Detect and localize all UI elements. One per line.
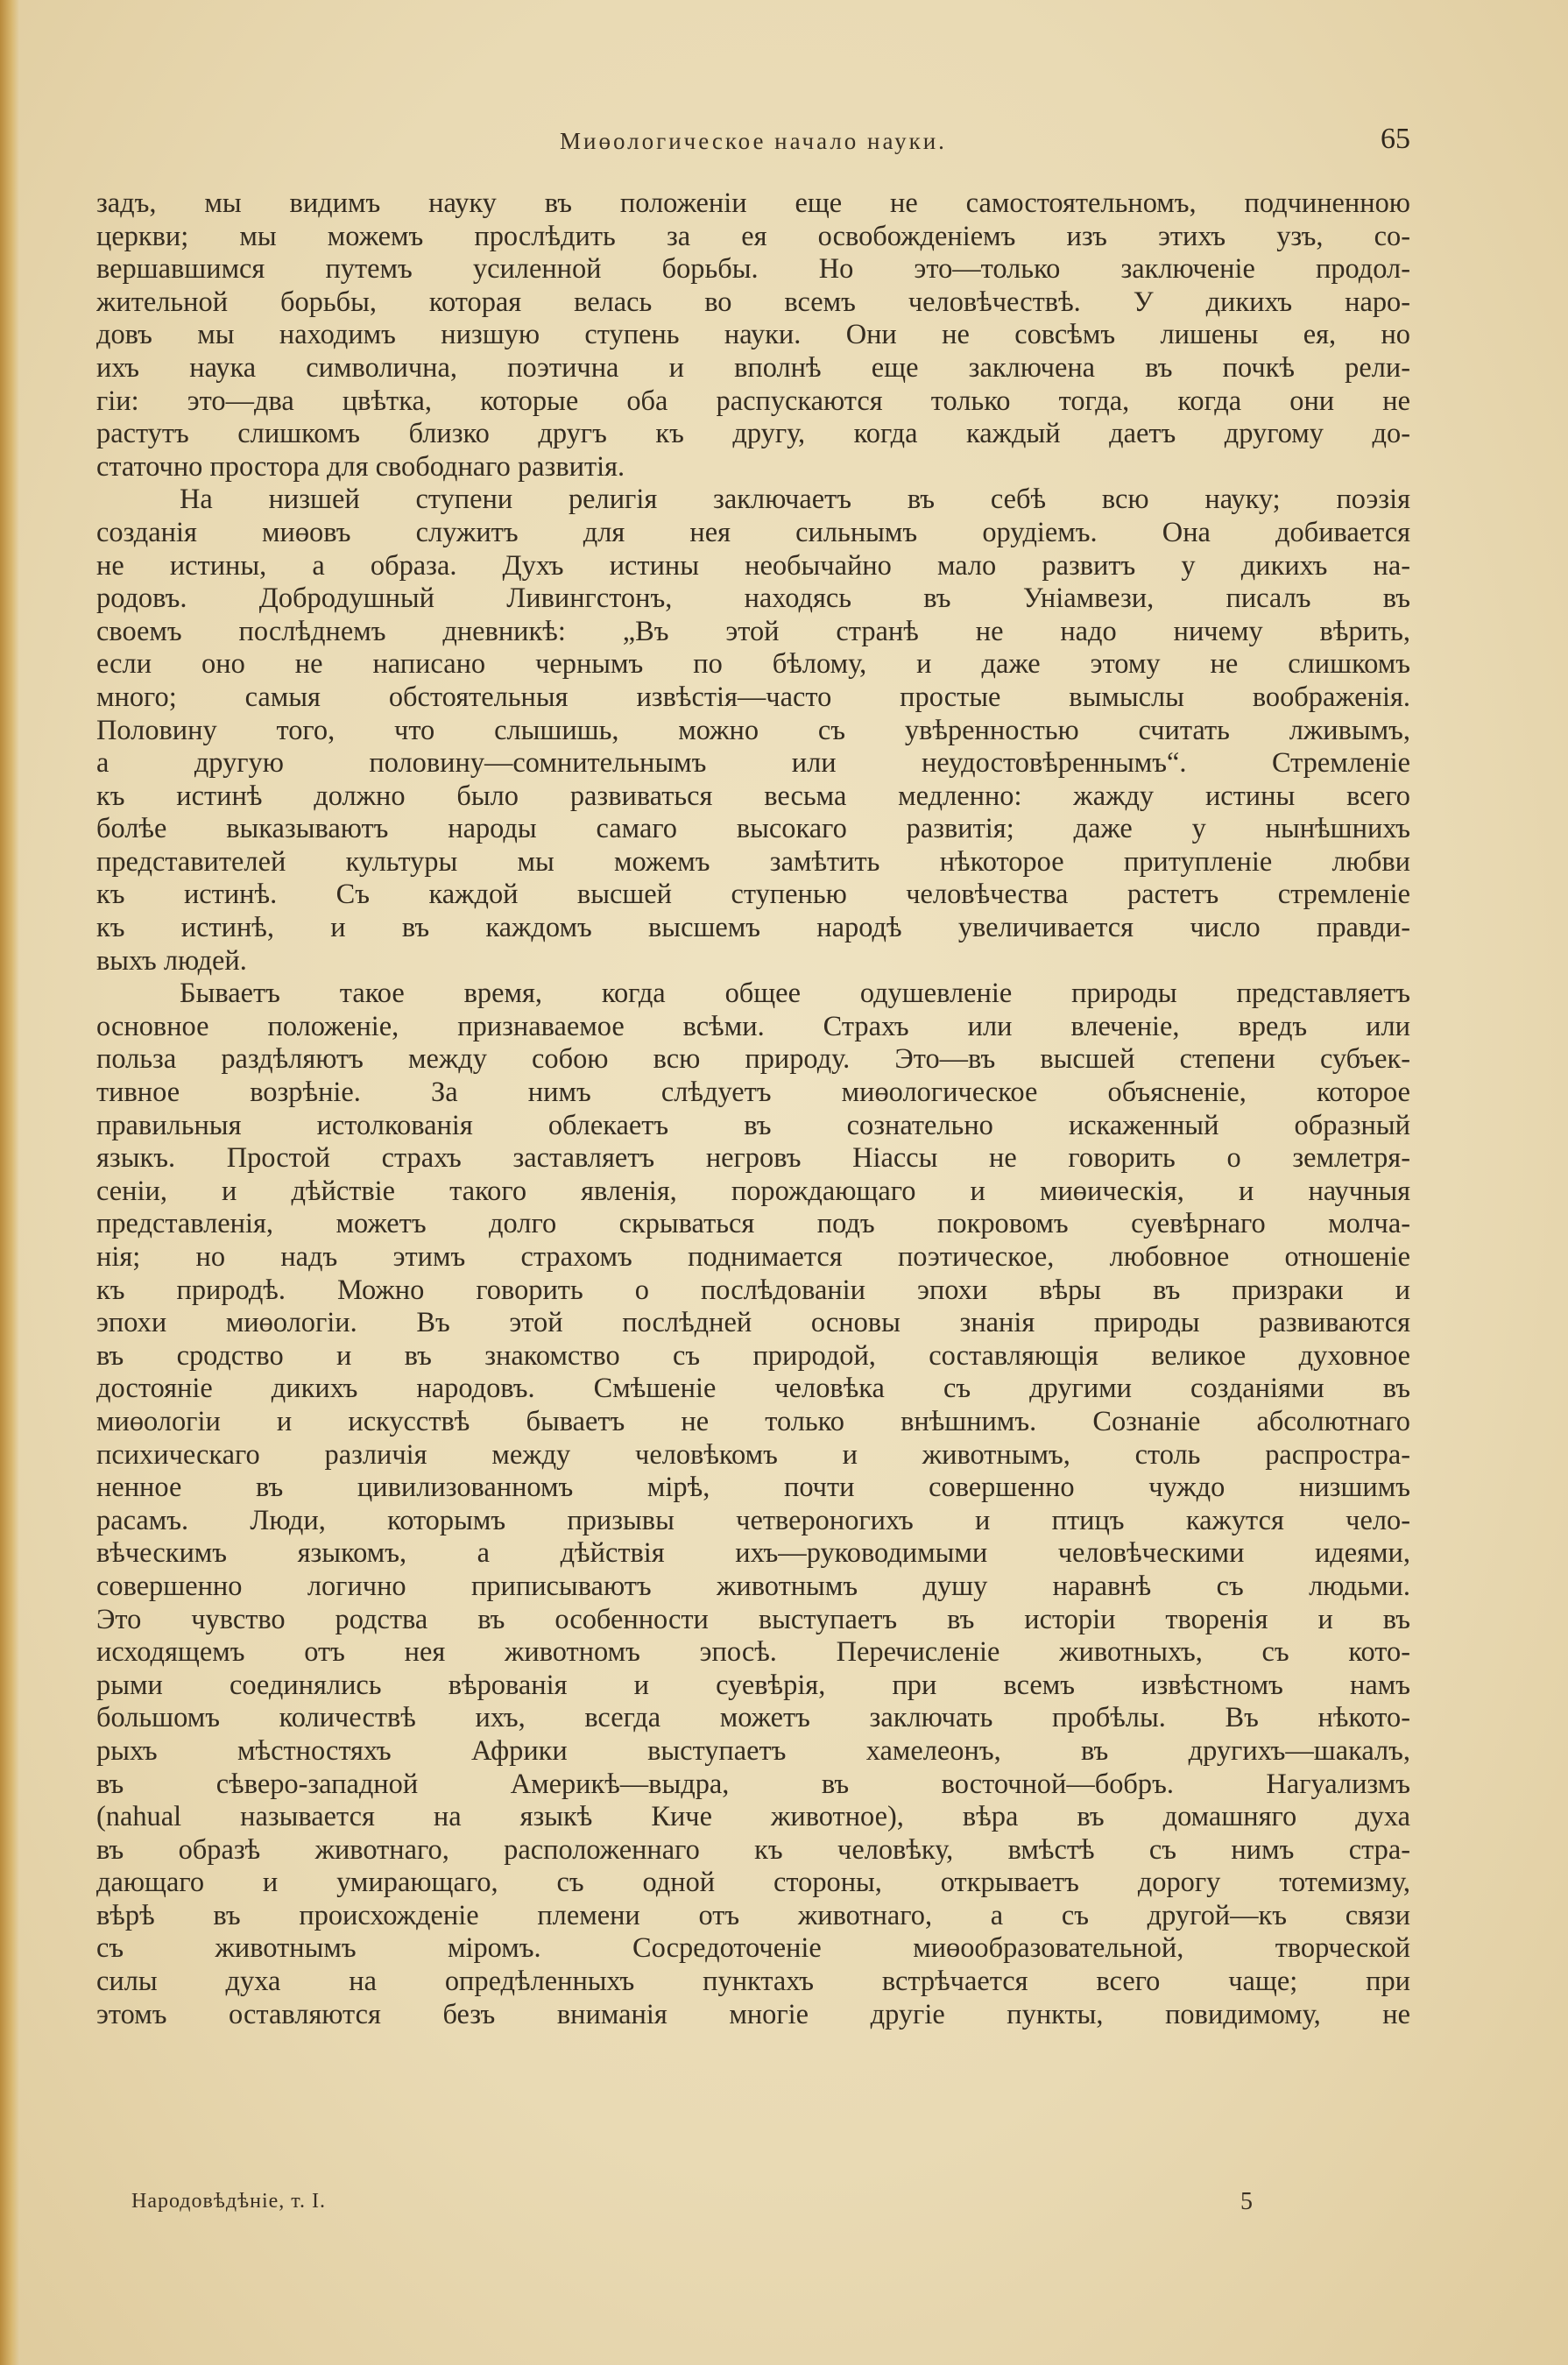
text-line <box>96 2031 1410 2065</box>
page-header <box>96 123 1410 175</box>
text-line: достояніе дикихъ народовъ. Смѣшеніе человѣка съ другими созданіями въ <box>96 1373 1410 1405</box>
text-line: рыми соединялись вѣрованія и суевѣрія, при всемъ извѣстномъ намъ <box>96 1669 1410 1701</box>
text-line: въ сѣверо-западной Америкѣ—выдра, въ восточной—бобръ. Нагуализмъ <box>96 1768 1410 1800</box>
text-line: къ истинѣ должно было развиваться весьма медленно: жажду истины всего <box>96 780 1410 812</box>
text-line: На низшей ступени религія заключаетъ въ себѣ всю науку; поэзія <box>180 484 1410 516</box>
text-line: Бываетъ такое время, когда общее одушевленіе природы представляетъ <box>180 978 1410 1010</box>
text-line: растутъ слишкомъ близко другъ къ другу, когда каждый даетъ другому до- <box>96 418 1410 450</box>
text-line: силы духа на опредѣленныхъ пунктахъ встрѣчается всего чаще; при <box>96 1966 1410 1998</box>
text-line: представленія, можетъ долго скрываться подъ покровомъ суевѣрнаго молча- <box>96 1208 1410 1240</box>
signature-mark: Народовѣдѣніе, т. I. <box>131 2190 326 2213</box>
body-text <box>96 187 1410 2065</box>
text-line: статочно простора для свободнаго развитія. <box>96 450 625 483</box>
text-line: психическаго различія между человѣкомъ и животнымъ, столь распростра- <box>96 1438 1410 1471</box>
page-footer <box>131 2190 1253 2225</box>
text-line: гіи: это—два цвѣтка, которые оба распускаются только тогда, когда они не <box>96 385 1410 417</box>
text-line: Это чувство родства въ особенности выступаетъ въ исторіи творенія и въ <box>96 1603 1410 1635</box>
page-spine-shadow <box>0 0 19 2365</box>
text-line: польза раздѣляютъ между собою всю природу. Это—въ высшей степени субъек- <box>96 1043 1410 1076</box>
text-line: выхъ людей. <box>96 944 247 977</box>
text-line: ихъ наука символична, поэтична и вполнѣ еще заключена въ почкѣ рели- <box>96 351 1410 384</box>
text-line: довъ мы находимъ низшую ступень науки. Они не совсѣмъ лишены ея, но <box>96 319 1410 351</box>
text-line: въ сродство и въ знакомство съ природой, составляющія великое духовное <box>96 1339 1410 1372</box>
text-line: съ животнымъ міромъ. Сосредоточеніе миөообразовательной, творческой <box>96 1932 1410 1965</box>
text-line: въ образѣ животнаго, расположеннаго къ человѣку, вмѣстѣ съ нимъ стра- <box>96 1833 1410 1866</box>
text-line: эпохи миөологіи. Въ этой послѣдней основы знанія природы развиваются <box>96 1307 1410 1339</box>
text-line: а другую половину—сомнительнымъ или неудостовѣреннымъ“. Стремленіе <box>96 747 1410 780</box>
text-line: большомъ количествѣ ихъ, всегда можетъ заключать пробѣлы. Въ нѣкото- <box>96 1702 1410 1734</box>
text-line: сеніи, и дѣйствіе такого явленія, порождающаго и миөическія, и научныя <box>96 1175 1410 1207</box>
text-line: миөологіи и искусствѣ бываетъ не только внѣшнимъ. Сознаніе абсолютнаго <box>96 1405 1410 1437</box>
text-line: вершавшимся путемъ усиленной борьбы. Но это—только заключеніе продол- <box>96 253 1410 286</box>
text-line: рыхъ мѣстностяхъ Африки выступаетъ хамелеонъ, въ другихъ—шакалъ, <box>96 1734 1410 1767</box>
text-line: задъ, мы видимъ науку въ положеніи еще не самостоятельномъ, подчиненною <box>96 187 1410 219</box>
text-line: расамъ. Люди, которымъ призывы четвероногихъ и птицъ кажутся чело- <box>96 1504 1410 1536</box>
text-line: къ природѣ. Можно говорить о послѣдованіи эпохи вѣры въ призраки и <box>96 1274 1410 1306</box>
running-title: Миөологическое начало науки. <box>560 128 947 154</box>
text-line: нія; но надъ этимъ страхомъ поднимается поэтическое, любовное отношеніе <box>96 1241 1410 1273</box>
text-line: вѣческимъ языкомъ, а дѣйствія ихъ—руководимыми человѣческими идеями, <box>96 1537 1410 1570</box>
text-line: совершенно логично приписываютъ животнымъ душу наравнѣ съ людьми. <box>96 1570 1410 1602</box>
text-line: много; самыя обстоятельныя извѣстія—часто простые вымыслы воображенія. <box>96 681 1410 713</box>
text-line: представителей культуры мы можемъ замѣтить нѣкоторое притупленіе любви <box>96 845 1410 878</box>
sheet-number: 5 <box>1240 2188 1253 2215</box>
text-line: жительной борьбы, которая велась во всемъ человѣчествѣ. У дикихъ наро- <box>96 286 1410 318</box>
text-line: Половину того, что слышишь, можно съ увѣренностью считать лживымъ, <box>96 714 1410 746</box>
text-line: исходящемъ отъ нея животномъ эпосѣ. Перечисленіе животныхъ, съ кото- <box>96 1636 1410 1669</box>
text-line: не истины, а образа. Духъ истины необычайно мало развитъ у дикихъ на- <box>96 549 1410 582</box>
text-line: если оно не написано чернымъ по бѣлому, и даже этому не слишкомъ <box>96 648 1410 681</box>
page-number: 65 <box>1381 123 1410 155</box>
text-line: созданія миөовъ служитъ для нея сильнымъ орудіемъ. Она добивается <box>96 516 1410 548</box>
text-line: родовъ. Добродушный Ливингстонъ, находясь въ Уніамвези, писалъ въ <box>96 582 1410 615</box>
text-line: церкви; мы можемъ прослѣдить за ея освобожденіемъ изъ этихъ узъ, со- <box>96 220 1410 252</box>
text-line: болѣе выказываютъ народы самаго высокаго развитія; даже у нынѣшнихъ <box>96 813 1410 845</box>
text-line: дающаго и умирающаго, съ одной стороны, открываетъ дорогу тотемизму, <box>96 1867 1410 1899</box>
text-line: вѣрѣ въ происхожденіе племени отъ животнаго, а съ другой—къ связи <box>96 1899 1410 1931</box>
text-line: тивное возрѣніе. За нимъ слѣдуетъ миөологическое объясненіе, которое <box>96 1077 1410 1109</box>
text-line: къ истинѣ, и въ каждомъ высшемъ народѣ увеличивается число правди- <box>96 912 1410 944</box>
text-line: правильныя истолкованія облекаетъ въ сознательно искаженный образный <box>96 1109 1410 1141</box>
text-line: (nahual называется на языкѣ Киче животное), вѣра въ домашняго духа <box>96 1801 1410 1833</box>
text-line: къ истинѣ. Съ каждой высшей ступенью человѣчества растетъ стремленіе <box>96 879 1410 911</box>
text-line: языкъ. Простой страхъ заставляетъ негровъ Ніассы не говорить о землетря- <box>96 1142 1410 1175</box>
text-line: основное положеніе, признаваемое всѣми. Страхъ или влеченіе, вредъ или <box>96 1010 1410 1042</box>
text-line: ненное въ цивилизованномъ мірѣ, почти совершенно чуждо низшимъ <box>96 1472 1410 1504</box>
text-line: своемъ послѣднемъ дневникѣ: „Въ этой странѣ не надо ничему вѣрить, <box>96 615 1410 647</box>
text-line: этомъ оставляются безъ вниманія многіе другіе пункты, повидимому, не <box>96 1998 1410 2030</box>
